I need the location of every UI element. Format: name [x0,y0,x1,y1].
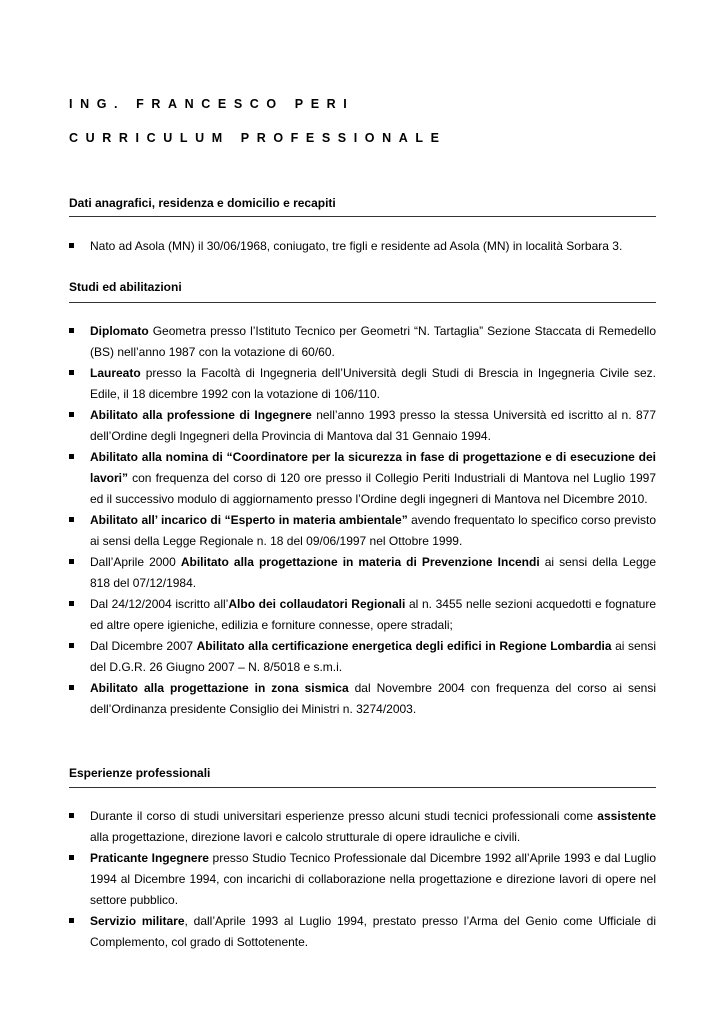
bullet-square-icon [69,517,74,522]
bullet-square-icon [69,643,74,648]
section-list [69,321,656,720]
bold-text: Abilitato all’ incarico di “Esperto in materia ambientale” [90,513,408,527]
bold-text: Abilitato alla progettazione in materia di Prevenzione Incendi [180,555,540,569]
bullet-square-icon [69,685,74,690]
list-item: Abilitato alla progettazione in zona sismica dal Novembre 2004 con frequenza del corso ai sensi dell’Ordinanza presidente Consiglio dei Ministri n. 3274/2003. [69,678,656,720]
list-item: Servizio militare, dall’Aprile 1993 al Luglio 1994, prestato presso l’Arma del Genio come Ufficiale di Complemento, col grado di Sottotenente. [69,911,656,953]
bullet-square-icon [69,601,74,606]
bold-text: Servizio militare [90,914,185,928]
bold-text: Abilitato alla professione di Ingegnere [90,408,312,422]
bullet-square-icon [69,370,74,375]
bullet-square-icon [69,918,74,923]
bold-text: Diplomato [90,324,149,338]
section-list [69,236,656,257]
list-item: Abilitato alla nomina di “Coordinatore per la sicurezza in fase di progettazione e di esecuzione dei lavori” con frequenza del corso di 120 ore presso il Collegio Periti Industriali di Mantova nel Luglio 1997 ed il successivo modulo di aggiornamento presso l’Ordine degli ingegneri di Mantova nel Dicembre 2010. [69,447,656,510]
bold-text: Abilitato alla nomina di “Coordinatore per la sicurezza in fase di progettazione e di esecuzione dei lavori” [90,450,656,485]
list-item: Dal 24/12/2004 iscritto all’Albo dei collaudatori Regionali al n. 3455 nelle sezioni acquedotti e fognature ed altre opere igieniche, edilizia e forniture connesse, opere stradali; [69,594,656,636]
list-item: Abilitato all’ incarico di “Esperto in materia ambientale” avendo frequentato lo specifico corso previsto ai sensi della Legge Regionale n. 18 del 09/06/1997 nel Ottobre 1999. [69,510,656,552]
section-list [69,806,656,953]
section-title-experience: Esperienze professionali [69,766,211,780]
list-item: Abilitato alla professione di Ingegnere nell’anno 1993 presso la stessa Università ed iscritto al n. 877 dell’Ordine degli Ingegneri della Provincia di Mantova dal 31 Gennaio 1994. [69,405,656,447]
list-item: Dal Dicembre 2007 Abilitato alla certificazione energetica degli edifici in Regione Lombardia ai sensi del D.G.R. 26 Giugno 2007 – N. 8/5018 e s.m.i. [69,636,656,678]
section-title-studies: Studi ed abilitazioni [69,280,182,294]
bullet-square-icon [69,855,74,860]
bullet-square-icon [69,328,74,333]
bullet-square-icon [69,559,74,564]
bullet-square-icon [69,243,74,248]
bold-text: Laureato [90,366,141,380]
list-item: Durante il corso di studi universitari esperienze presso alcuni studi tecnici professionali come assistente alla progettazione, direzione lavori e calcolo strutturale di opere idrauliche e civili. [69,806,656,848]
list-item: Laureato presso la Facoltà di Ingegneria dell’Università degli Studi di Brescia in Ingegneria Civile sez. Edile, il 18 dicembre 1992 con la votazione di 106/110. [69,363,656,405]
section-divider [69,302,656,303]
bold-text: Abilitato alla certificazione energetica degli edifici in Regione Lombardia [196,639,612,653]
section-divider [69,216,656,217]
bullet-square-icon [69,454,74,459]
list-item: Dall’Aprile 2000 Abilitato alla progettazione in materia di Prevenzione Incendi ai sensi della Legge 818 del 07/12/1984. [69,552,656,594]
list-item: Diplomato Geometra presso l’Istituto Tecnico per Geometri “N. Tartaglia” Sezione Staccata di Remedello (BS) nell’anno 1987 con la votazione di 60/60. [69,321,656,363]
list-item: Praticante Ingegnere presso Studio Tecnico Professionale dal Dicembre 1992 all’Aprile 1993 e dal Luglio 1994 al Dicembre 1994, con incarichi di collaborazione nella progettazione e direzione lavori di opere nel settore pubblico. [69,848,656,911]
bullet-square-icon [69,412,74,417]
bold-text: assistente [597,809,656,823]
bold-text: Praticante Ingegnere [90,851,209,865]
list-item: Nato ad Asola (MN) il 30/06/1968, coniugato, tre figli e residente ad Asola (MN) in località Sorbara 3. [69,236,656,257]
bullet-square-icon [69,813,74,818]
section-title-personal-data: Dati anagrafici, residenza e domicilio e recapiti [69,196,336,210]
bold-text: Abilitato alla progettazione in zona sismica [90,681,349,695]
document-title: CURRICULUM PROFESSIONALE [69,131,447,145]
section-divider [69,787,656,788]
bold-text: Albo dei collaudatori Regionali [228,597,406,611]
author-name: ING. FRANCESCO PERI [69,97,355,111]
